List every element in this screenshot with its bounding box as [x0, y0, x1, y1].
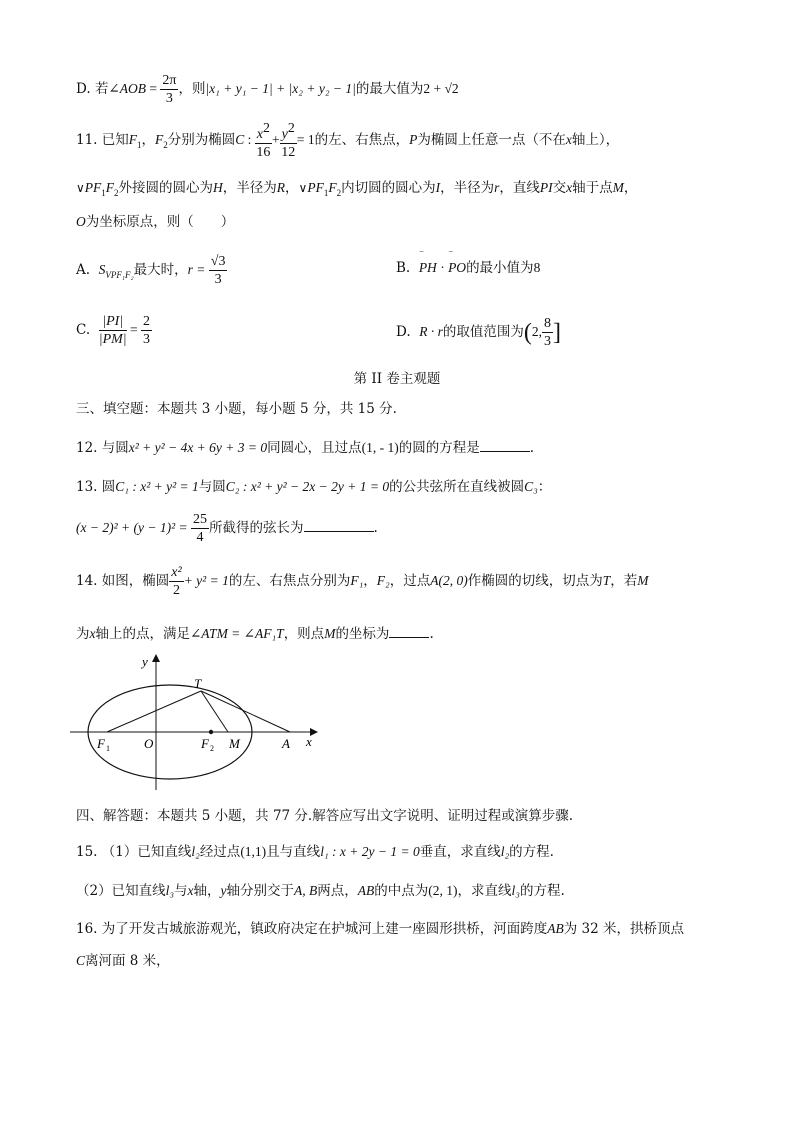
- option-d-prev: [76, 72, 459, 107]
- q14-line1: 14. 如图，椭圆 $\frac{\text{x²}}{2}$ + y² = 1的左、右焦点分别为F₁，F₂，过点A(2, 0)作椭圆的切线，切点为T，若M: [76, 565, 649, 598]
- label-f2-sub: 2: [210, 744, 214, 753]
- label-f1-sub: 1: [106, 744, 110, 753]
- label-t: T: [194, 676, 202, 691]
- y-axis-arrow: [152, 654, 160, 662]
- q11-line1: 11. 已知$F_1$，$F_2$分别为椭圆C : $\frac{x2}{16}$ + $\frac{y2}{12}$ = 1的左、右焦点，P为椭圆上任意一点（不在x轴上），: [76, 121, 620, 160]
- section-heading: 三、填空题：本题共 3 小题，每小题 5 分，共 15 分.: [76, 401, 397, 417]
- section-title: 第 II 卷主观题: [353, 371, 441, 387]
- label-m: M: [229, 736, 240, 751]
- math: C: [235, 132, 245, 147]
- text: ，则: [178, 81, 206, 97]
- math: x: [565, 132, 572, 147]
- q11-line2: $\vee PF_1F_2$外接圆的圆心为H，半径为R，$\vee PF_1F_2$内切圆的圆心为I，半径为r，直线PI交x轴于点M，: [76, 180, 638, 198]
- fraction: $\frac{2\pi}{3}$: [162, 73, 177, 106]
- section-heading: 四、解答题：本题共 5 小题，共 77 分.解答应写出文字说明、证明过程或演算步骤.: [76, 808, 574, 824]
- q11-option-a: A. $S_{VPF_1F_2}$最大时，r = $\frac{√3}{3}$: [76, 254, 226, 287]
- math: AOB: [119, 81, 146, 96]
- label-o: O: [144, 736, 154, 751]
- math: 2 + √2: [423, 81, 459, 96]
- fraction: $\frac{y2}{12}$: [281, 121, 296, 160]
- q13-line2: (x − 2)² + (y − 1)² = $\frac{25}{4}$ 所截得的弦长为 .: [76, 512, 378, 545]
- label-a: A: [282, 736, 290, 751]
- text: 轴上），: [571, 132, 620, 148]
- answer-blank[interactable]: [304, 517, 374, 532]
- line-f1-t: [107, 691, 201, 732]
- text: 若∠: [94, 81, 120, 97]
- math: =: [146, 81, 161, 96]
- q15-part1: 15. （1）已知直线l₂经过点(1,1)且与直线l₁ : x + 2y − 1 = 0垂直，求直线l₂的方程.: [76, 844, 554, 860]
- q11-option-b: B. ‾ PH · ‾ PO的最小值为8: [396, 258, 540, 278]
- text: 11. 已知: [76, 132, 129, 148]
- q11-option-d: D. R · r的取值范围为(2, $\frac{8}{3}$ ]: [396, 316, 561, 349]
- math: F: [155, 132, 164, 147]
- text: 的左、右焦点，: [314, 132, 410, 148]
- answer-blank[interactable]: [389, 623, 429, 638]
- q16-line1: 16. 为了开发古城旅游观光，镇政府决定在护城河上建一座圆形拱桥，河面跨度AB为 32 米，拱桥顶点: [76, 921, 685, 937]
- q12: 12. 与圆x² + y² − 4x + 6y + 3 = 0同圆心，且过点(1, - 1)的圆的方程是 .: [76, 437, 534, 458]
- math: P: [409, 132, 418, 147]
- math: F: [128, 132, 138, 147]
- text: 的最大值为: [355, 81, 424, 97]
- label-f2: F: [201, 736, 209, 751]
- answer-blank[interactable]: [480, 437, 530, 452]
- q11-line3: O为坐标原点，则（ ）: [76, 214, 235, 230]
- q14-line2: 为x轴上的点，满足∠ATM = ∠AF₁T，则点M的坐标为 .: [76, 623, 434, 644]
- text: 分别为椭圆: [167, 132, 236, 148]
- focus-f2-point: [209, 730, 213, 734]
- q11-option-c: C. $\frac{|PI|}{|PM|}$ = $\frac{2}{3}$: [76, 314, 151, 347]
- q13-line1: 13. 圆C₁ : x² + y² = 1与圆C₂ : x² + y² − 2x − 2y + 1 = 0的公共弦所在直线被圆C₃：: [76, 479, 552, 495]
- label-y: y: [142, 654, 148, 669]
- ellipse-figure: [70, 648, 330, 794]
- option-label: D.: [76, 81, 91, 97]
- q16-line2: C离河面 8 米，: [76, 953, 170, 969]
- q15-part2: （2）已知直线l₃与x轴，y轴分别交于A, B两点，AB的中点为(2, 1)，求直线l₃的方程.: [76, 883, 565, 899]
- text: 为椭圆上任意一点（不在: [417, 132, 566, 148]
- math: |x₁ + y₁ − 1| + |x₂ + y₂ − 1|: [205, 81, 356, 96]
- label-x: x: [306, 734, 312, 749]
- label-f1: F: [97, 736, 105, 751]
- fraction: $\frac{x2}{16}$: [256, 121, 271, 160]
